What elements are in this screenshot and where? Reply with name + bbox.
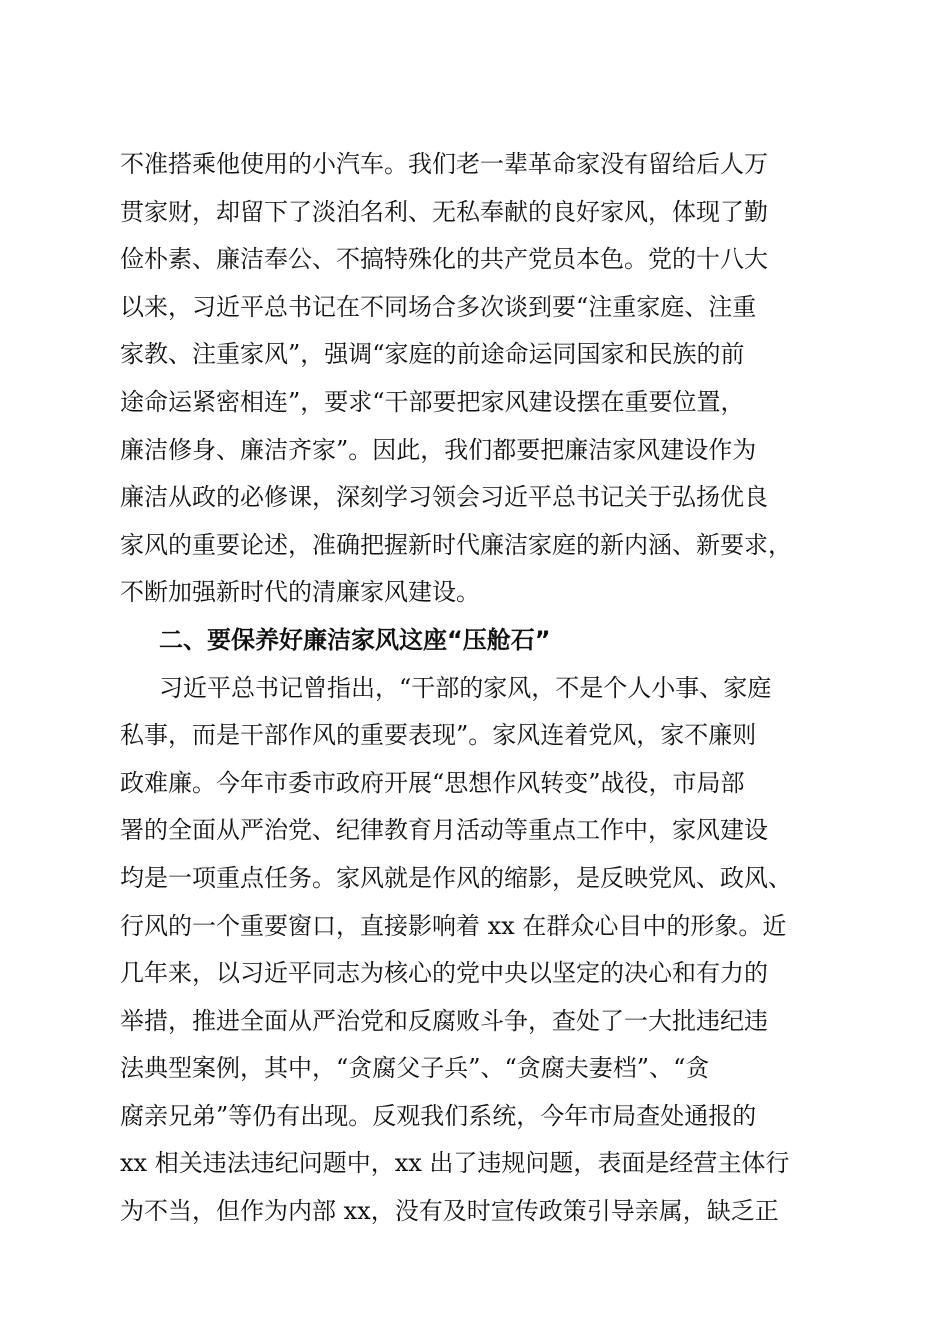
document-body xyxy=(120,141,840,1236)
text-line: 政难廉。今年市委市政府开展“思想作风转变”战役，市局部 xyxy=(120,768,745,797)
text-line: 廉洁从政的必修课，深刻学习领会习近平总书记关于弘扬优良 xyxy=(120,483,768,512)
text-line: 家教、注重家风”，强调“家庭的前途命运同国家和民族的前 xyxy=(120,340,745,369)
text-line: 举措，推进全面从严治党和反腐败斗争，查处了一大批违纪违 xyxy=(120,1006,768,1035)
text-line: 习近平总书记曾指出，“干部的家风，不是个人小事、家庭 xyxy=(159,673,772,702)
paragraph-1 xyxy=(120,141,840,617)
text-line: 不准搭乘他使用的小汽车。我们老一辈革命家没有留给后人万 xyxy=(120,150,768,178)
text-line: 均是一项重点任务。家风就是作风的缩影，是反映党风、政风、 xyxy=(120,863,792,892)
section-heading: 二、要保养好廉洁家风这座“压舱石” xyxy=(159,625,551,654)
text-line: 家风的重要论述，准确把握新时代廉洁家庭的新内涵、新要求， xyxy=(120,530,792,559)
text-line: 私事，而是干部作风的重要表现”。家风连着党风，家不廉则 xyxy=(120,721,757,750)
text-line: 廉洁修身、廉洁齐家”。因此，我们都要把廉洁家风建设作为 xyxy=(120,435,757,464)
text-line: 俭朴素、廉洁奉公、不搞特殊化的共产党员本色。党的十八大 xyxy=(120,245,768,274)
text-line: 以来，习近平总书记在不同场合多次谈到要“注重家庭、注重 xyxy=(120,292,757,321)
text-line: 腐亲兄弟”等仍有出现。反观我们系统，今年市局查处通报的 xyxy=(120,1101,757,1130)
text-line: 为不当，但作为内部 xx，没有及时宣传政策引导亲属，缺乏正 xyxy=(120,1197,779,1226)
text-line: 不断加强新时代的清廉家风建设。 xyxy=(120,578,480,607)
text-line: 行风的一个重要窗口，直接影响着 xx 在群众心目中的形象。近 xyxy=(120,911,787,940)
text-line: 署的全面从严治党、纪律教育月活动等重点工作中，家风建设 xyxy=(120,816,768,845)
text-line: 途命运紧密相连”，要求“干部要把家风建设摆在重要位置， xyxy=(120,387,745,416)
paragraph-2 xyxy=(120,665,840,1236)
text-line: 几年来，以习近平同志为核心的党中央以坚定的决心和有力的 xyxy=(120,959,768,988)
text-line: 贯家财，却留下了淡泊名利、无私奉献的良好家风，体现了勤 xyxy=(120,197,768,226)
text-line: xx 相关违法违纪问题中，xx 出了违规问题，表面是经营主体行 xyxy=(120,1149,790,1178)
text-line: 法典型案例，其中，“贪腐父子兵”、“贪腐夫妻档”、“贪 xyxy=(120,1054,710,1083)
